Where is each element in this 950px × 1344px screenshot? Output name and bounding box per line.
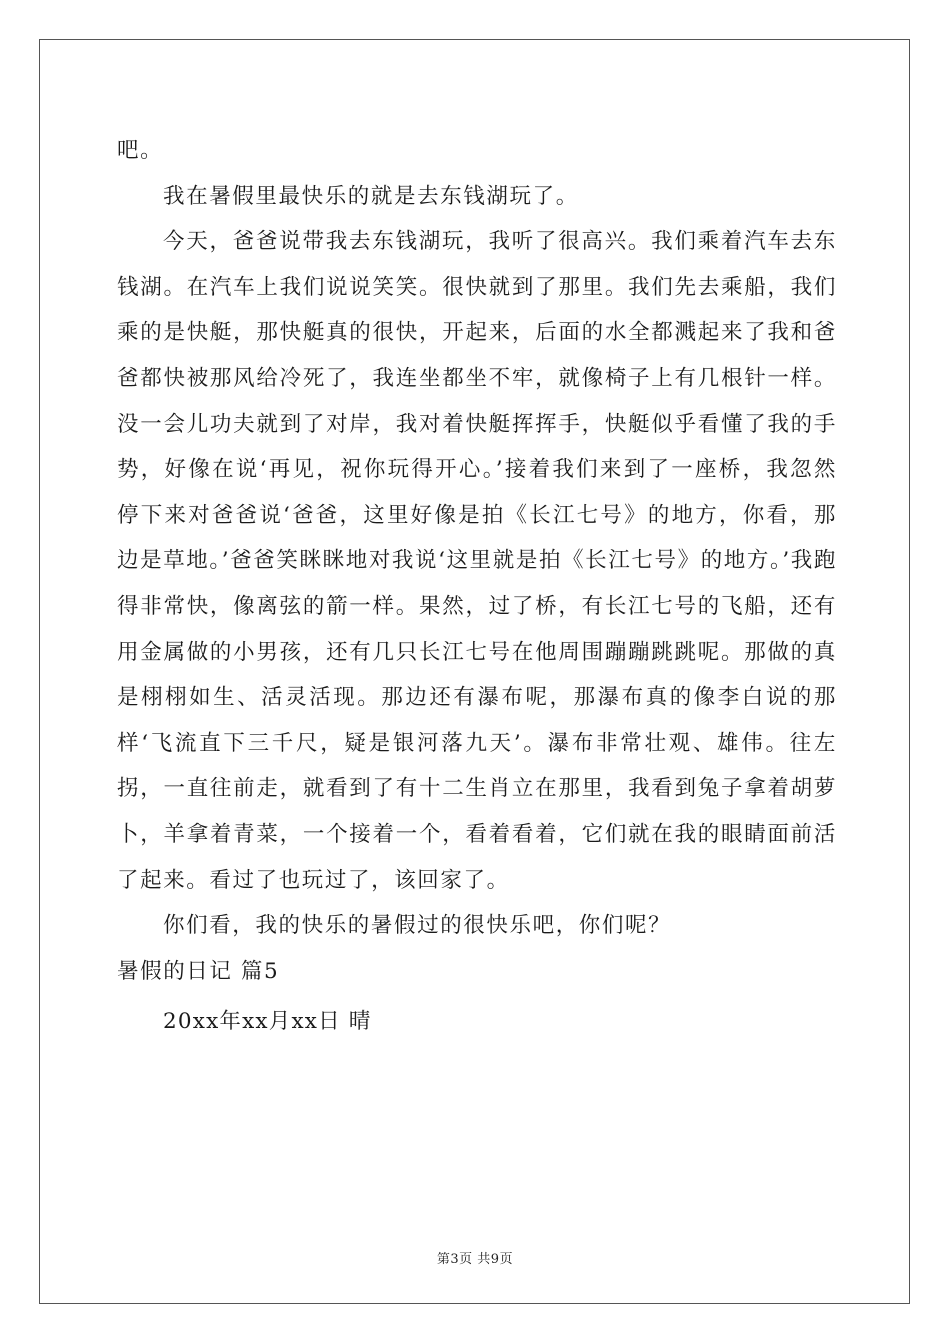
- paragraph-4: 你们看，我的快乐的暑假过的很快乐吧，你们呢？: [163, 913, 672, 939]
- paragraph-2: 我在暑假里最快乐的就是去东钱湖玩了。: [163, 183, 579, 209]
- date-line: 20xx年xx月xx日 晴: [163, 1009, 372, 1035]
- paragraph-1: 吧。: [117, 138, 164, 163]
- document-body: [117, 128, 837, 1050]
- section-heading: 暑假的日记 篇5: [117, 958, 280, 984]
- page-footer: 第3页 共9页: [436, 1252, 514, 1267]
- paragraph-3: 今天，爸爸说带我去东钱湖玩，我听了很高兴。我们乘着汽车去东钱湖。在汽车上我们说说笑笑。很快就到了那里。我们先去乘船，我们乘的是快艇，那快艇真的很快，开起来，后面的水全都溅起来了我和爸爸都快被那风给冷死了，我连坐都坐不牢，就像椅子上有几根针一样。没一会儿功夫就到了对岸，我对着快艇挥挥手，快艇似乎看懂了我的手势，好像在说‘再见，祝你玩得开心。’接着我们来到了一座桥，我忽然停下来对爸爸说‘爸爸，这里好像是拍《长江七号》的地方，你看，那边是草地。’爸爸笑眯眯地对我说‘这里就是拍《长江七号》的地方。’我跑得非常快，像离弦的箭一样。果然，过了桥，有长江七号的飞船，还有用金属做的小男孩，还有几只长江七号在他周围蹦蹦跳跳呢。那做的真是栩栩如生、活灵活现。那边还有瀑布呢，那瀑布真的像李白说的那样‘飞流直下三千尺，疑是银河落九天’。瀑布非常壮观、雄伟。往左拐，一直往前走，就看到了有十二生肖立在那里，我看到兔子拿着胡萝卜，羊拿着青菜，一个接着一个，看着看着，它们就在我的眼睛面前活了起来。看过了也玩过了，该回家了。: [117, 229, 837, 893]
